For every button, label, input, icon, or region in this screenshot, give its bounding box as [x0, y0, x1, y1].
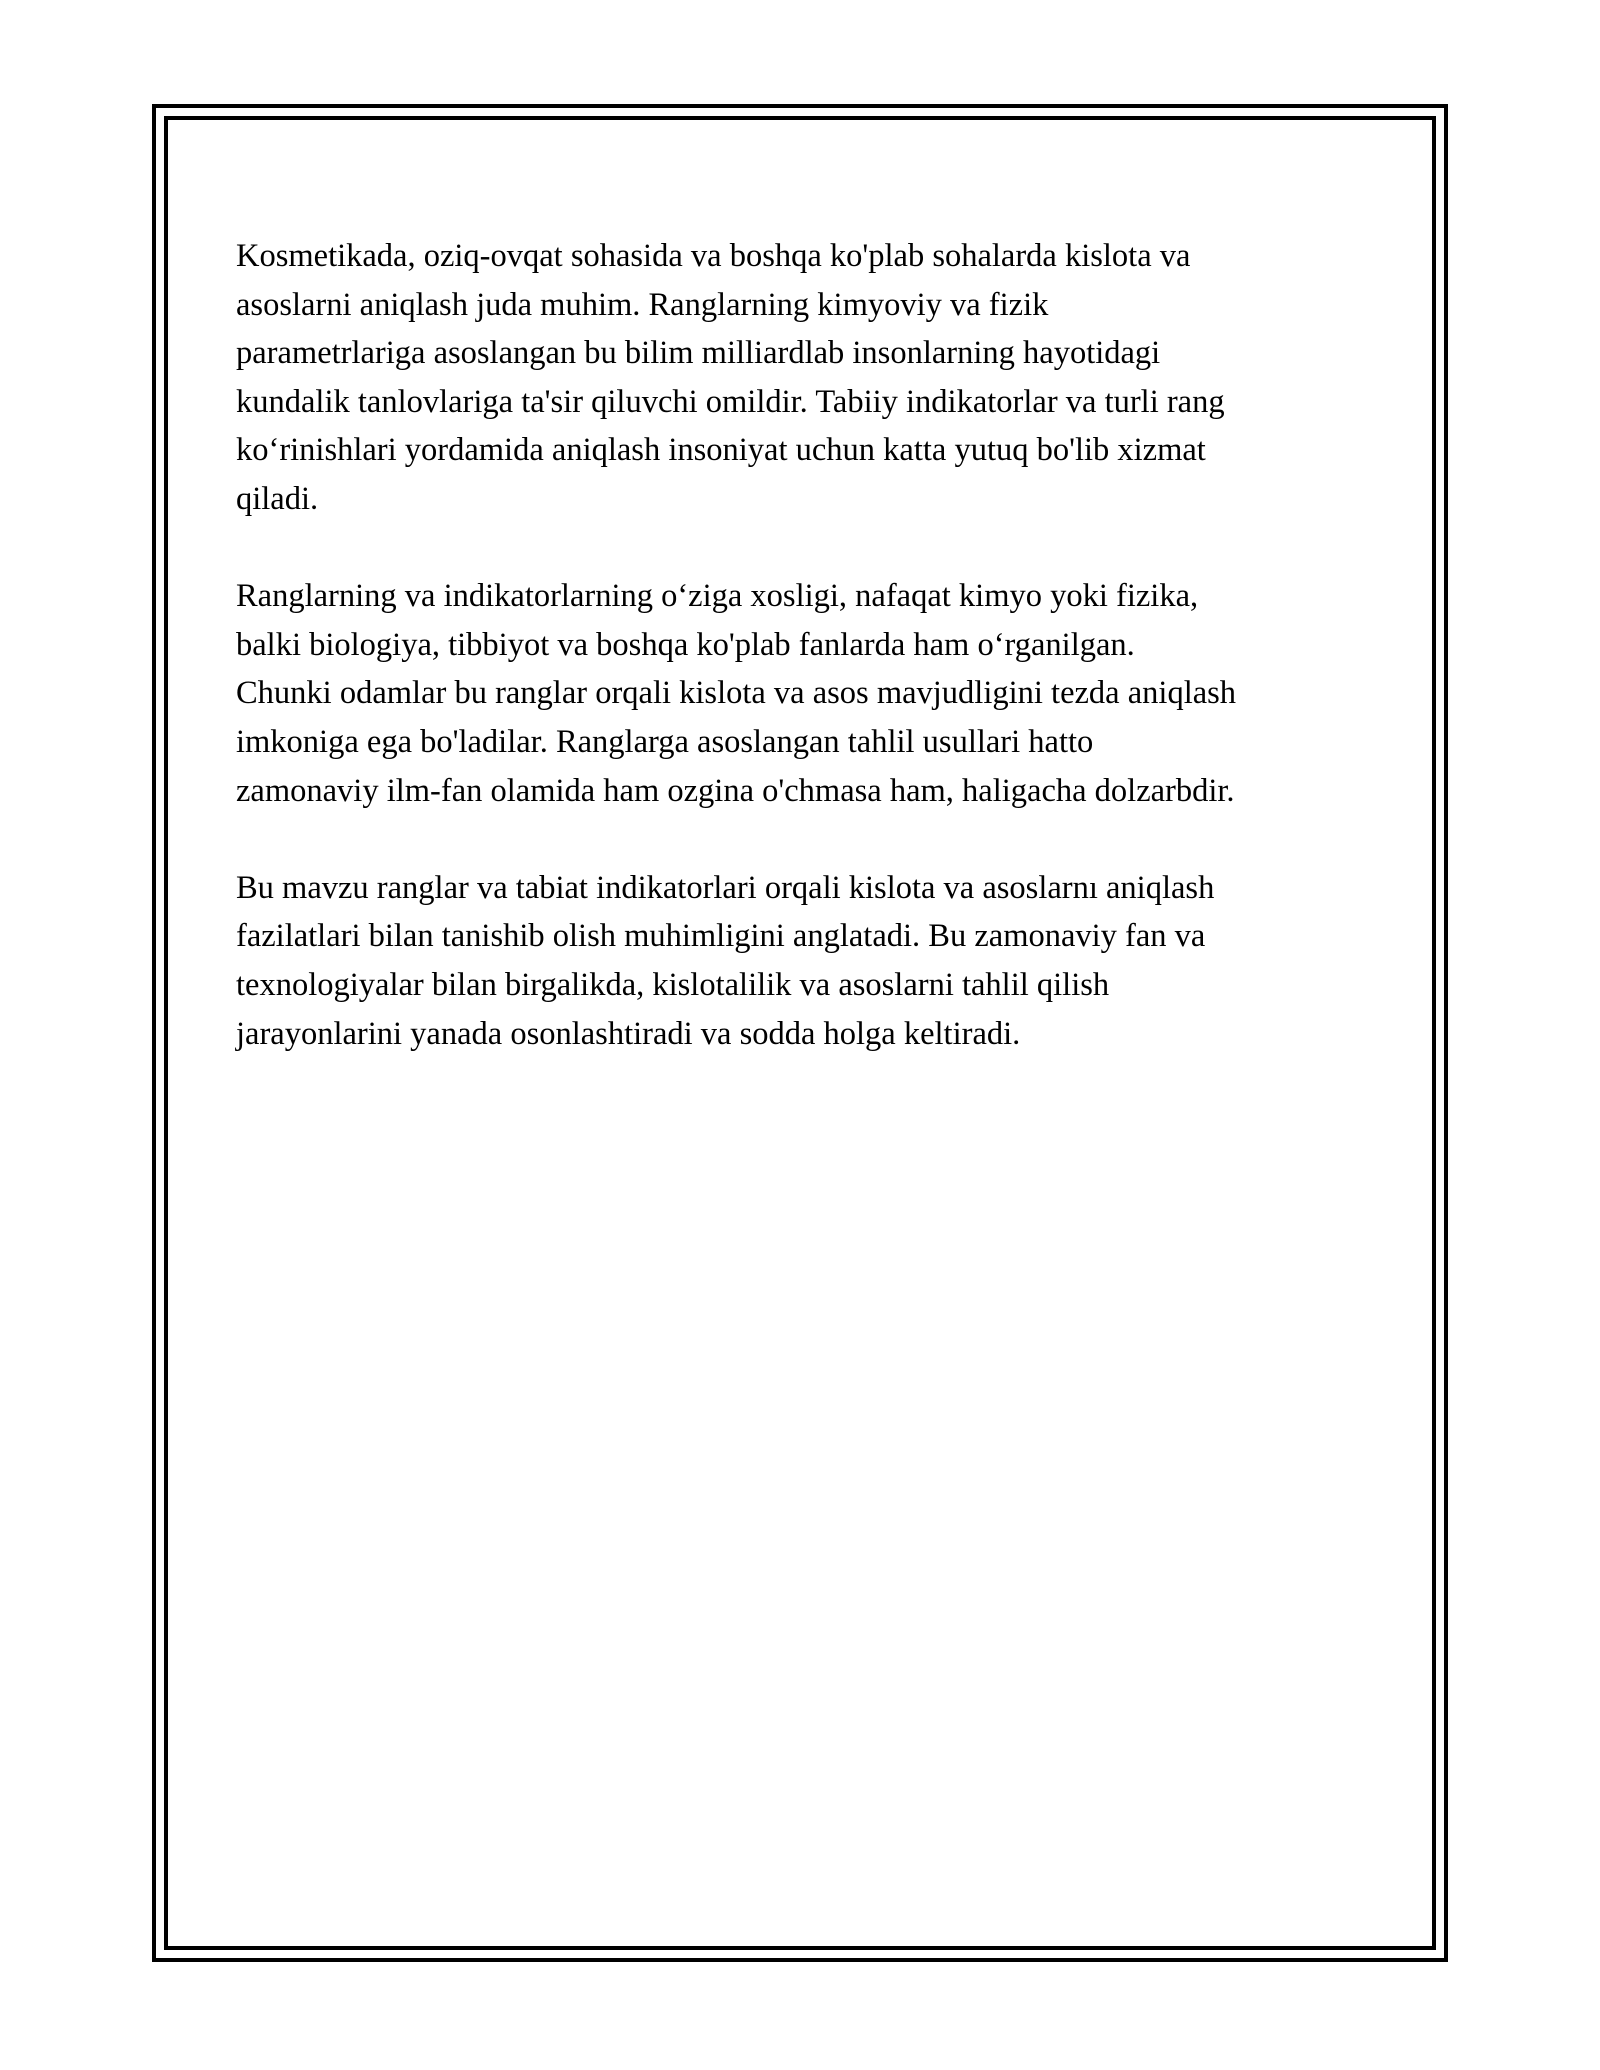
document-body: [236, 232, 1386, 1107]
paragraph-1: Kosmetikada, oziq-ovqat sohasida va boshqa ko'plab sohalarda kislota va asoslarni aniqlash juda muhim. Ranglarning kimyoviy va fizik parametrlariga asoslangan bu bilim milliardlab insonlarning hayotidagi kundalik tanlovlariga ta'sir qiluvchi omildir. Tabiiy indikatorlar va turli rang koʻrinishlari yordamida aniqlash insoniyat uchun katta yutuq bo'lib xizmat qiladi.: [236, 238, 1225, 517]
paragraph-2: Ranglarning va indikatorlarning oʻziga xosligi, nafaqat kimyo yoki fizika, balki biologiya, tibbiyot va boshqa ko'plab fanlarda ham oʻrganilgan. Chunki odamlar bu ranglar orqali kislota va asos mavjudligini tezda aniqlash imkoniga ega bo'ladilar. Ranglarga asoslangan tahlil usullari hatto zamonaviy ilm-fan olamida ham ozgina o'chmasa ham, haligacha dolzarbdir.: [236, 578, 1237, 809]
paragraph-3: Bu mavzu ranglar va tabiat indikatorlari orqali kislota va asoslarnı aniqlash fazilatlari bilan tanishib olish muhimligini anglatadi. Bu zamonaviy fan va texnologiyalar bilan birgalikda, kislotalilik va asoslarni tahlil qilish jarayonlarini yanada osonlashtiradi va sodda holga keltiradi.: [236, 869, 1215, 1052]
